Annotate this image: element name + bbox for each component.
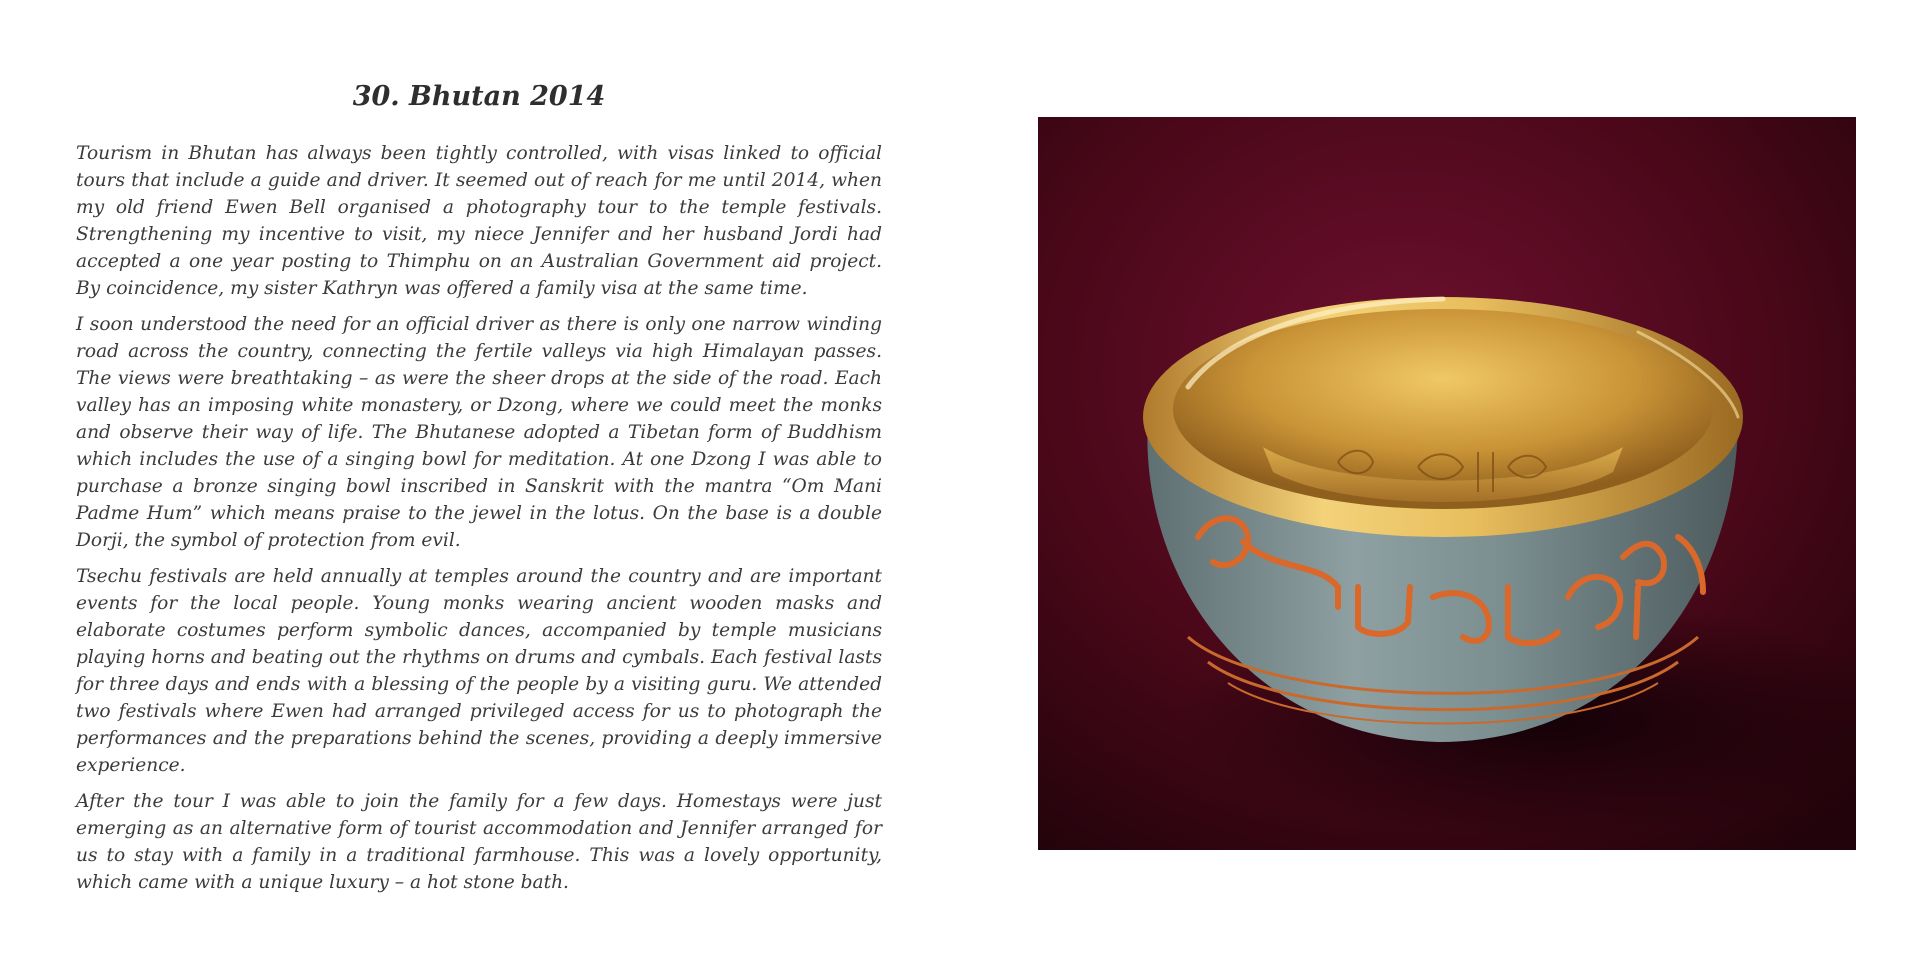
paragraph: I soon understood the need for an official driver as there is only one narrow winding road across the country, connecting the fertile valleys via high Himalayan passes. The views were breathtaking – as were the sheer drops at the side of the road. Each valley has an imposing white monastery, or Dzong, where we could meet the monks and observe their way of life. The Bhutanese adopted a Tibetan form of Buddhism which includes the use of a singing bowl for meditation. At one Dzong I was able to purchase a bronze singing bowl inscribed in Sanskrit with the mantra “Om Mani Padme Hum” which means praise to the jewel in the lotus. On the base is a double Dorji, the symbol of protection from evil. [76, 314, 882, 551]
paragraph: Tourism in Bhutan has always been tightly controlled, with visas linked to official tours that include a guide and driver. It seemed out of reach for me until 2014, when my old friend Ewen Bell organised a photography tour to the temple festivals. Strengthening my incentive to visit, my niece Jennifer and her husband Jordi had accepted a one year posting to Thimphu on an Australian Government aid project. By coincidence, my sister Kathryn was offered a family visa at the same time. [76, 143, 882, 299]
singing-bowl-photo [1038, 117, 1856, 850]
paragraph: Tsechu festivals are held annually at temples around the country and are important events for the local people. Young monks wearing ancient wooden masks and elaborate costumes perform symbolic dances, accompanied by temple musicians playing horns and beating out the rhythms on drums and cymbals. Each festival lasts for three days and ends with a blessing of the people by a visiting guru. We attended two festivals where Ewen had arranged privileged access for us to photograph the performances and the preparations behind the scenes, providing a deeply immersive experience. [76, 566, 882, 776]
paragraph: After the tour I was able to join the family for a few days. Homestays were just emerging as an alternative form of tourist accommodation and Jennifer arranged for us to stay with a family in a traditional farmhouse. This was a lovely opportunity, which came with a unique luxury – a hot stone bath. [76, 791, 882, 893]
singing-bowl-illustration [1038, 117, 1856, 850]
text-column [76, 70, 882, 905]
body-text [76, 140, 882, 896]
page-title: 30. Bhutan 2014 [352, 81, 606, 112]
